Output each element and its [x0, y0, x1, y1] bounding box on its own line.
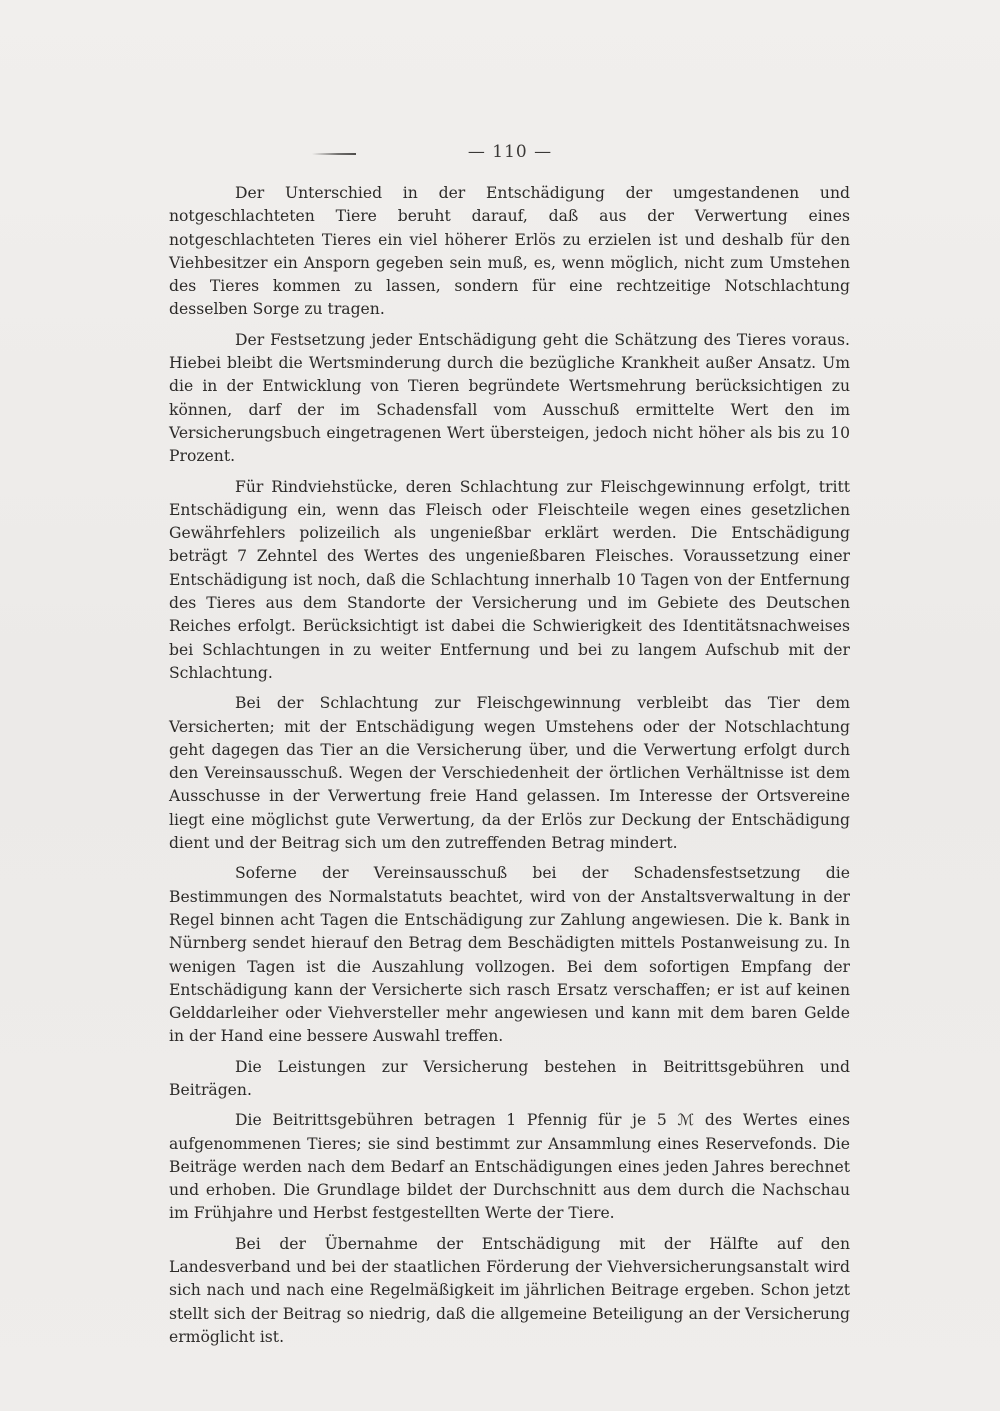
- paragraph-6: Die Leistungen zur Versicherung bestehen in Beitrittsgebühren und Beiträgen.: [169, 1057, 850, 1099]
- paragraph-1: Der Unterschied in der Entschädigung der umgestandenen und notgeschlachteten Tiere beruht darauf, daß aus der Verwertung eines notgeschlachteten Tieres ein viel höherer Erlös zu erzielen ist und deshalb für den Viehbesitzer ein Ansporn gegeben sein muß, es, wenn möglich, nicht zum Umstehen des Tieres kommen zu lassen, sondern für eine rechtzeitige Notschlachtung desselben Sorge zu tragen.: [169, 184, 850, 319]
- paragraph-3: Für Rindviehstücke, deren Schlachtung zur Fleischgewinnung erfolgt, tritt Entschädigung ein, wenn das Fleisch oder Fleischteile wegen eines gesetzlichen Gewährfehlers polizeilich als ungenießbar erklärt werden. Die Entschädigung beträgt 7 Zehntel des Wertes des ungenießbaren Fleisches. Voraussetzung einer Entschädigung ist noch, daß die Schlachtung innerhalb 10 Tagen von der Entfernung des Tieres aus dem Standorte der Versicherung und im Gebiete des Deutschen Reiches erfolgt. Berücksichtigt ist dabei die Schwierigkeit des Identitätsnachweises bei Schlachtungen in zu weiter Entfernung und bei zu langem Aufschub mit der Schlachtung.: [169, 477, 850, 682]
- paragraph-5: Soferne der Vereinsausschuß bei der Schadensfestsetzung die Bestimmungen des Normalstatuts beachtet, wird von der Anstaltsverwaltung in der Regel binnen acht Tagen die Entschädigung zur Zahlung angewiesen. Die k. Bank in Nürnberg sendet hierauf den Betrag dem Beschädigten mittels Postanweisung zu. In wenigen Tagen ist die Auszahlung vollzogen. Bei dem sofortigen Empfang der Entschädigung kann der Versicherte sich rasch Ersatz verschaffen; er ist auf keinen Gelddarleiher oder Viehversteller mehr angewiesen und kann mit dem baren Gelde in der Hand eine bessere Auswahl treffen.: [169, 864, 850, 1046]
- paragraph-2: Der Festsetzung jeder Entschädigung geht die Schätzung des Tieres voraus. Hiebei bleibt die Wertsminderung durch die bezügliche Krankheit außer Ansatz. Um die in der Entwicklung von Tieren begründete Wertsmehrung berücksichtigen zu können, darf der im Schadensfall vom Ausschuß ermittelte Wert den im Versicherungsbuch eingetragenen Wert übersteigen, jedoch nicht höher als bis zu 10 Prozent.: [169, 330, 850, 466]
- page-number: — 110 —: [467, 142, 553, 162]
- paragraph-8: Bei der Übernahme der Entschädigung mit der Hälfte auf den Landesverband und bei der staatlichen Förderung der Viehversicherungsanstalt wird sich nach und nach eine Regelmäßigkeit im jährlichen Beitrage ergeben. Schon jetzt stellt sich der Beitrag so niedrig, daß die allgemeine Beteiligung an der Versicherung ermöglicht ist.: [169, 1234, 850, 1346]
- paragraph-7: Die Beitrittsgebühren betragen 1 Pfennig für je 5 ℳ des Wertes eines aufgenommenen Tieres; sie sind bestimmt zur Ansammlung eines Reservefonds. Die Beiträge werden nach dem Bedarf an Entschädigungen eines jeden Jahres berechnet und erhoben. Die Grundlage bildet der Durchschnitt aus dem durch die Nachschau im Frühjahre und Herbst festgestellten Werte der Tiere.: [169, 1111, 850, 1223]
- paragraph-4: Bei der Schlachtung zur Fleischgewinnung verbleibt das Tier dem Versicherten; mit der Entschädigung wegen Umstehens oder der Notschlachtung geht dagegen das Tier an die Versicherung über, und die Verwertung erfolgt durch den Vereinsausschuß. Wegen der Verschiedenheit der örtlichen Verhältnisse ist dem Ausschusse in der Verwertung freie Hand gelassen. Im Interesse der Ortsvereine liegt eine möglichst gute Verwertung, da der Erlös zur Deckung der Entschädigung dient und der Beitrag sich um den zutreffenden Betrag mindert.: [169, 694, 850, 853]
- body-text: [169, 182, 850, 1356]
- page-header: [0, 142, 1000, 170]
- header-ornament: [312, 153, 356, 155]
